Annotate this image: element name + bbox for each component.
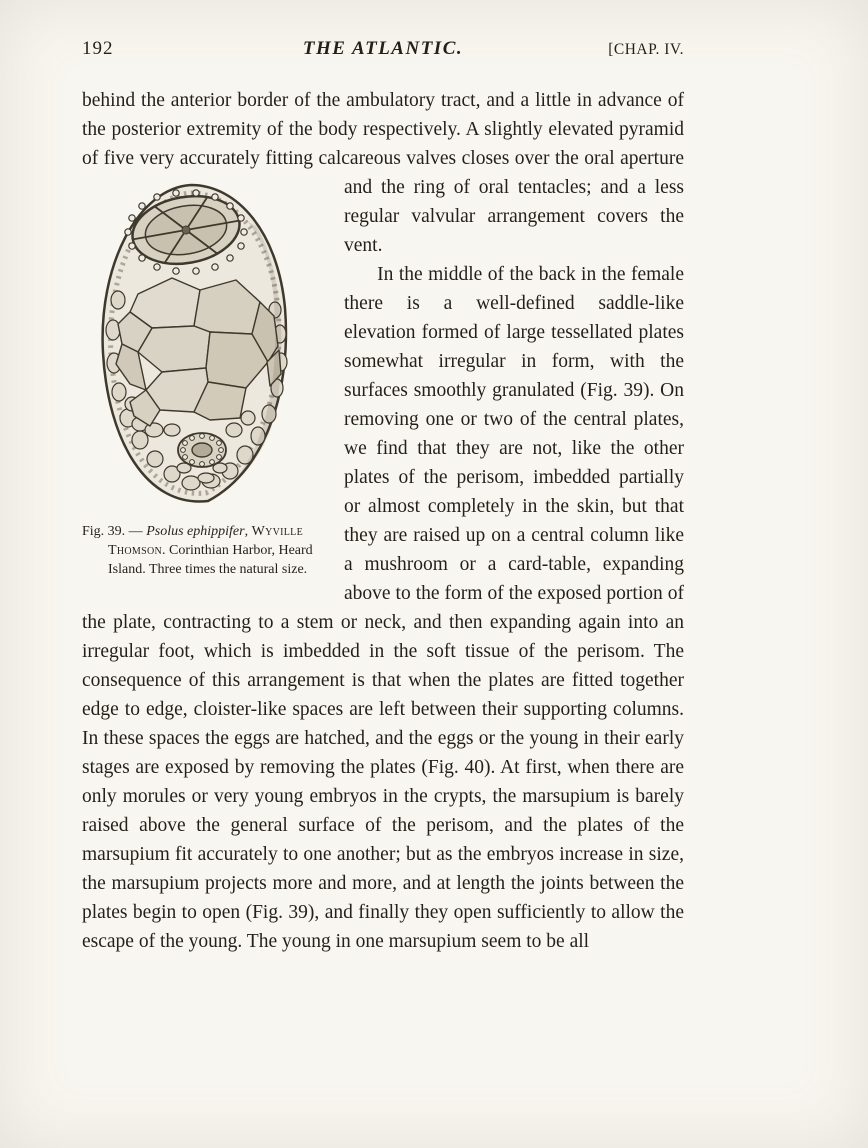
figure-caption-author: Wyville Thomson	[108, 524, 303, 558]
paragraph-1-text-a: behind the anterior border of the ambulatory tract, and a little in advance of the posterior extremity of the body respectively. A slightly elevated pyramid of five very accurately fitting calcareous valves closes over the oral aperture and the ring of oral	[82, 90, 684, 198]
figure-caption-rest: . Corinthian Harbor, Heard Island. Three times the natural size.	[108, 543, 313, 577]
page-number: 192	[82, 38, 114, 59]
figure-block	[82, 178, 322, 579]
paragraph-1-text-b: tentacles; and a less regular valvular arrangement covers the vent.	[344, 177, 684, 256]
page-header	[82, 38, 684, 60]
running-title: THE ATLANTIC.	[302, 38, 464, 59]
figure-caption-label: Fig. 39. —	[82, 524, 147, 539]
figure-caption-species: Psolus ephippifer	[146, 524, 245, 539]
paragraph-1	[82, 86, 684, 577]
figure-caption-sep: ,	[244, 524, 252, 539]
chapter-label: [CHAP. IV.	[608, 41, 684, 58]
page-body	[82, 86, 684, 956]
paragraph-2: In the middle of the back in the female there is a well-defined saddle-like elevation formed of large tessellated plates somewhat irregular in form, with the surfaces smoothly granulated (Fig. 39). On removing one or two of the central plates, we find that they are not, like the other plates of the perisom, imbedded partially or almost completely in the skin, but that they are raised up on a central column like a mushroom or a card-table, expanding above to the form of the exposed portion of the plate, contracting to a stem or neck, and then expanding again into an irregular foot, which is imbedded in the soft tissue of the perisom. The consequence of this arrangement is that when the plates are fitted together edge to edge, cloister-like spaces are left between their supporting columns. In these spaces the eggs are hatched, and the eggs or the young in their early stages are exposed by removing the plates (Fig. 40). At first, when there are only morules or very young embryos in the crypts, the marsupium is barely raised above the general surface of the perisom, and the plates of the marsupium fit accurately to one another; but as the embryos increase in size, the marsupium projects more and more, and at length the joints between the plates begin to open (Fig. 39), and finally they open sufficiently to allow the escape of the young. The young in one marsupium seem to be all	[82, 264, 684, 952]
figure-caption	[82, 522, 336, 579]
figure-39-illustration	[84, 178, 312, 510]
